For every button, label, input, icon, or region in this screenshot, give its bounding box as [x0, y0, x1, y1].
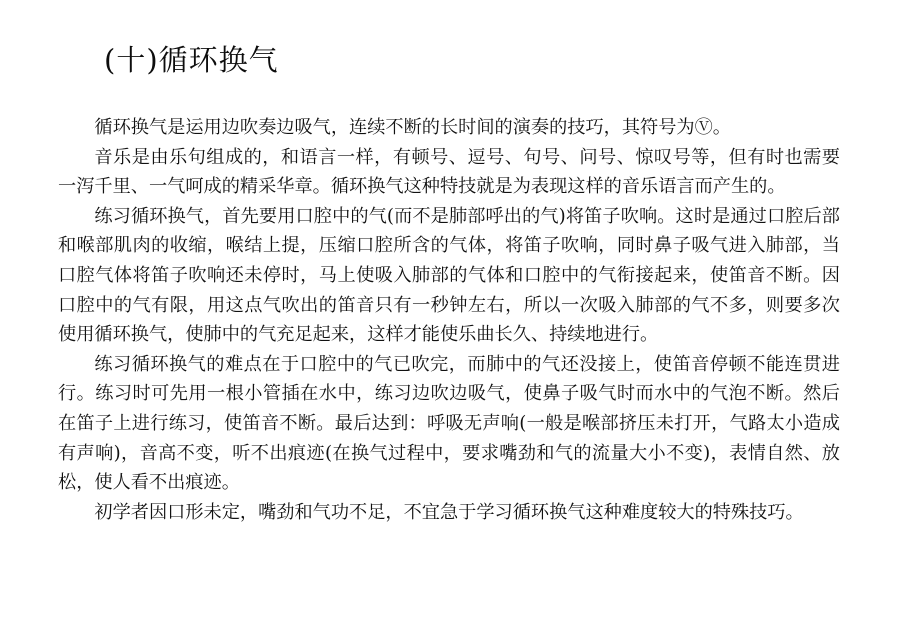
section-heading: (十)循环换气	[104, 43, 279, 77]
body-text	[58, 113, 840, 527]
paragraph-3: 练习循环换气，首先要用口腔中的气(而不是肺部呼出的气)将笛子吹响。这时是通过口腔后部和喉部肌肉的收缩，喉结上提，压缩口腔所含的气体，将笛子吹响，同时鼻子吸气进入肺部，当口腔气体将笛子吹响还未停时，马上使吸入肺部的气体和口腔中的气衔接起来，使笛音不断。因口腔中的气有限，用这点气吹出的笛音只有一秒钟左右，所以一次吸入肺部的气不多，则要多次使用循环换气，使肺中的气充足起来，这样才能使乐曲长久、持续地进行。	[58, 205, 840, 346]
paragraph-5: 初学者因口形未定，嘴劲和气功不足，不宜急于学习循环换气这种难度较大的特殊技巧。	[94, 501, 804, 523]
paragraph-1: 循环换气是运用边吹奏边吸气，连续不断的长时间的演奏的技巧，其符号为Ⓥ。	[94, 117, 731, 138]
paragraph-2: 音乐是由乐句组成的，和语言一样，有顿号、逗号、句号、问号、惊叹号等，但有时也需要一泻千里、一气呵成的精采华章。循环换气这种特技就是为表现这样的音乐语言而产生的。	[58, 146, 840, 198]
paragraph-4: 练习循环换气的难点在于口腔中的气已吹完，而肺中的气还没接上，使笛音停顿不能连贯进行。练习时可先用一根小管插在水中，练习边吹边吸气，使鼻子吸气时而水中的气泡不断。然后在笛子上进行练习，使笛音不断。最后达到：呼吸无声响(一般是喉部挤压未打开，气路太小造成有声响)，音高不变，听不出痕迹(在换气过程中，要求嘴劲和气的流量大小不变)，表情自然、放松，使人看不出痕迹。	[58, 353, 840, 494]
